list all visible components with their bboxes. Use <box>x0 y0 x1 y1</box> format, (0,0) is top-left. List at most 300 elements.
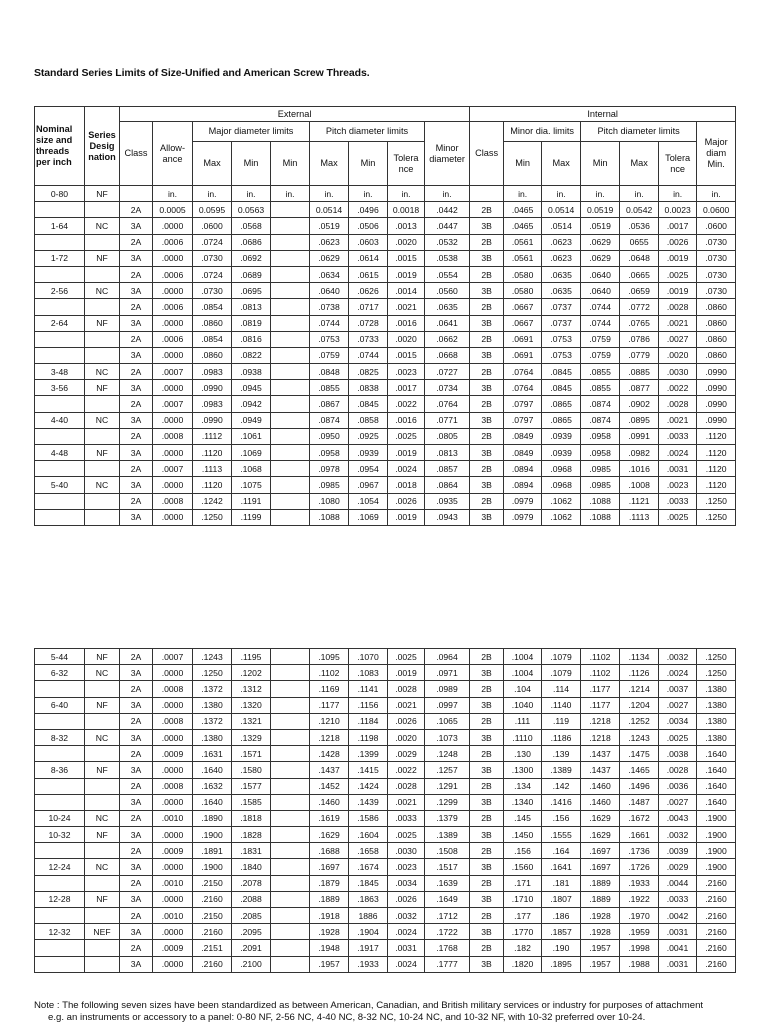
table-cell: 6-40 <box>35 697 85 713</box>
table-cell: .1957 <box>310 956 349 972</box>
table-cell: .1415 <box>349 762 388 778</box>
table-cell: 3A <box>120 859 153 875</box>
table-cell: .1380 <box>697 729 736 745</box>
table-cell: .0007 <box>153 364 193 380</box>
table-cell: .0008 <box>153 428 193 444</box>
table-cell: NF <box>85 762 120 778</box>
table-row <box>35 364 736 380</box>
table-cell: .1957 <box>581 956 620 972</box>
table-cell: .0629 <box>581 250 620 266</box>
table-cell: .0519 <box>310 218 349 234</box>
table-cell: .0989 <box>425 681 470 697</box>
table-cell: .0008 <box>153 713 193 729</box>
table-cell: .2160 <box>697 875 736 891</box>
table-cell: .0023 <box>659 477 697 493</box>
table-cell <box>35 956 85 972</box>
table-cell: 2B <box>470 746 504 762</box>
table-cell: .1065 <box>425 713 470 729</box>
table-cell: .1917 <box>349 940 388 956</box>
table-cell: 3B <box>470 218 504 234</box>
table-cell: .0007 <box>153 396 193 412</box>
table-cell: .1040 <box>504 697 542 713</box>
table-cell: .0983 <box>193 396 232 412</box>
table-cell: .1726 <box>620 859 659 875</box>
table-cell: .0019 <box>659 283 697 299</box>
table-cell: .1069 <box>232 445 271 461</box>
table-row <box>35 827 736 843</box>
table-cell: 10-24 <box>35 810 85 826</box>
table-cell: .0635 <box>425 299 470 315</box>
table-cell: .1379 <box>425 810 470 826</box>
table-cell: 1-72 <box>35 250 85 266</box>
header-class-internal: Class <box>470 122 504 186</box>
table-cell: .0019 <box>388 509 425 525</box>
table-cell: .0019 <box>659 250 697 266</box>
table-cell: .0954 <box>349 461 388 477</box>
table-cell: .0990 <box>193 380 232 396</box>
table-cell: .1102 <box>581 649 620 665</box>
table-cell: .0753 <box>310 331 349 347</box>
table-cell: .1242 <box>193 493 232 509</box>
table-cell <box>35 396 85 412</box>
header-max: Max <box>310 142 349 186</box>
table-cell: .0985 <box>581 461 620 477</box>
table-cell: .1126 <box>620 665 659 681</box>
table-row <box>35 315 736 331</box>
table-cell: 3B <box>470 891 504 907</box>
table-cell: .1631 <box>193 746 232 762</box>
table-cell: NF <box>85 827 120 843</box>
table-cell: 2A <box>120 396 153 412</box>
table-cell: .0038 <box>659 746 697 762</box>
table-cell: 3A <box>120 665 153 681</box>
table-cell: 0.0542 <box>620 202 659 218</box>
table-cell: .0635 <box>542 266 581 282</box>
table-cell: .0990 <box>697 412 736 428</box>
table-cell: .1918 <box>310 908 349 924</box>
table-cell: .2085 <box>232 908 271 924</box>
table-cell: .1424 <box>349 778 388 794</box>
table-row <box>35 234 736 250</box>
table-cell: .1191 <box>232 493 271 509</box>
table-cell: 12-32 <box>35 924 85 940</box>
table-cell: 3A <box>120 477 153 493</box>
table-cell: .186 <box>542 908 581 924</box>
table-cell: .0025 <box>659 266 697 282</box>
table-cell: .0728 <box>349 315 388 331</box>
table-cell <box>271 649 310 665</box>
table-cell <box>271 493 310 509</box>
table-cell: NC <box>85 218 120 234</box>
table-cell: .0580 <box>504 266 542 282</box>
table-cell: .0018 <box>388 477 425 493</box>
table-cell: .171 <box>504 875 542 891</box>
table-cell: .1416 <box>542 794 581 810</box>
footnote <box>34 1000 764 1023</box>
table-cell: .1248 <box>425 746 470 762</box>
table-cell: .0514 <box>542 218 581 234</box>
page-title: Standard Series Limits of Size-Unified and American Screw Threads. <box>34 67 370 79</box>
table-cell: .0033 <box>659 891 697 907</box>
table-cell: 3-48 <box>35 364 85 380</box>
table-cell: .139 <box>542 746 581 762</box>
table-cell: .1252 <box>620 713 659 729</box>
table-cell: .1889 <box>310 891 349 907</box>
table-cell: .1820 <box>504 956 542 972</box>
table-cell: .0860 <box>697 299 736 315</box>
table-cell: 4-48 <box>35 445 85 461</box>
table-cell: 2A <box>120 746 153 762</box>
table-cell: .0771 <box>425 412 470 428</box>
header-max: Max <box>620 142 659 186</box>
table-cell: 2A <box>120 428 153 444</box>
table-cell: .0819 <box>232 315 271 331</box>
table-cell <box>271 746 310 762</box>
table-cell: .0759 <box>581 347 620 363</box>
table-cell: .0968 <box>542 477 581 493</box>
table-cell: .1102 <box>581 665 620 681</box>
table-cell: 3B <box>470 859 504 875</box>
table-cell: .0825 <box>349 364 388 380</box>
table-cell: .1380 <box>193 729 232 745</box>
table-cell: .0724 <box>193 234 232 250</box>
table-cell: .1889 <box>581 875 620 891</box>
table-cell: .1857 <box>542 924 581 940</box>
table-cell: .0860 <box>697 331 736 347</box>
table-cell: .1380 <box>193 697 232 713</box>
table-cell: .1177 <box>581 697 620 713</box>
table-cell: 2A <box>120 810 153 826</box>
table-cell: .0029 <box>388 746 425 762</box>
table-cell: .1632 <box>193 778 232 794</box>
table-cell: .0990 <box>697 380 736 396</box>
table-cell: .1120 <box>193 445 232 461</box>
table-cell: .0026 <box>388 493 425 509</box>
table-cell: .1380 <box>697 713 736 729</box>
table-cell <box>271 202 310 218</box>
table-cell: .181 <box>542 875 581 891</box>
table-row <box>35 283 736 299</box>
table-cell <box>35 202 85 218</box>
header-external: External <box>120 107 470 122</box>
table-row <box>35 746 736 762</box>
table-cell: .1372 <box>193 713 232 729</box>
table-cell: in. <box>697 186 736 202</box>
header-pitch-diameter-limits-external: Pitch diameter limits <box>310 122 425 142</box>
table-cell: .0019 <box>388 665 425 681</box>
table-cell: .0039 <box>659 843 697 859</box>
table-cell: .0028 <box>388 778 425 794</box>
table-cell: .1120 <box>193 477 232 493</box>
table-cell: .1768 <box>425 940 470 956</box>
table-cell: .0025 <box>388 428 425 444</box>
table-cell: .0985 <box>310 477 349 493</box>
table-cell: .1069 <box>349 509 388 525</box>
table-cell: .0024 <box>388 924 425 940</box>
table-cell: .0010 <box>153 810 193 826</box>
table-cell: .0008 <box>153 681 193 697</box>
table-cell <box>35 746 85 762</box>
table-cell: .1380 <box>697 681 736 697</box>
header-min: Min <box>271 142 310 186</box>
table-cell: 2B <box>470 908 504 924</box>
table-cell: .0967 <box>349 477 388 493</box>
table-cell: .0017 <box>388 380 425 396</box>
table-cell: .0010 <box>153 908 193 924</box>
table-cell: .1088 <box>310 509 349 525</box>
table-cell: 3A <box>120 445 153 461</box>
table-cell: .1900 <box>697 810 736 826</box>
table-cell: .1218 <box>310 729 349 745</box>
table-cell: .1922 <box>620 891 659 907</box>
table-cell: .1475 <box>620 746 659 762</box>
table-cell: .2151 <box>193 940 232 956</box>
table-cell: NF <box>85 186 120 202</box>
header-min: Min <box>349 142 388 186</box>
table-cell: .0860 <box>193 347 232 363</box>
table-cell: .0465 <box>504 202 542 218</box>
table-cell: .2160 <box>193 924 232 940</box>
table-cell: .1210 <box>310 713 349 729</box>
table-cell: .0034 <box>388 875 425 891</box>
footnote-line: Note : The following seven sizes have been standardized as between American, Canadian, and British military services or industry for purposes of attachment <box>34 1000 704 1011</box>
table-cell: .0024 <box>388 461 425 477</box>
table-cell: .0667 <box>504 315 542 331</box>
table-cell: 2B <box>470 266 504 282</box>
table-cell: .1156 <box>349 697 388 713</box>
table-cell: .0877 <box>620 380 659 396</box>
table-cell: .1250 <box>193 509 232 525</box>
table-cell: .111 <box>504 713 542 729</box>
table-cell: .1214 <box>620 681 659 697</box>
table-cell: .0860 <box>697 347 736 363</box>
table-cell: .0025 <box>388 649 425 665</box>
table-cell: .1928 <box>310 924 349 940</box>
table-cell: .1120 <box>697 477 736 493</box>
header-min: Min <box>581 142 620 186</box>
table-cell: .0026 <box>388 891 425 907</box>
table-cell: .0686 <box>232 234 271 250</box>
table-cell: .0000 <box>153 283 193 299</box>
table-cell: .1073 <box>425 729 470 745</box>
table-cell: .1257 <box>425 762 470 778</box>
table-cell: .1629 <box>581 827 620 843</box>
table-cell: .0990 <box>697 364 736 380</box>
table-cell <box>271 315 310 331</box>
table-cell: .1204 <box>620 697 659 713</box>
table-row <box>35 218 736 234</box>
table-cell: .0733 <box>349 331 388 347</box>
footnote-line: e.g. an instruments or accessory to a panel: 0-80 NF, 2-56 NC, 4-40 NC, 8-32 NC, 10-24 NC, and 10-32 NF, with 10-32 preferred over 10-24. <box>48 1011 646 1023</box>
table-cell: 3A <box>120 827 153 843</box>
table-cell: .1688 <box>310 843 349 859</box>
table-cell: .0885 <box>620 364 659 380</box>
table-cell <box>271 461 310 477</box>
table-cell <box>271 794 310 810</box>
table-cell: 3B <box>470 250 504 266</box>
table-cell: .0865 <box>542 396 581 412</box>
table-cell: .0640 <box>581 266 620 282</box>
table-cell: .1198 <box>349 729 388 745</box>
table-row <box>35 956 736 972</box>
table-cell: 2A <box>120 875 153 891</box>
table-cell: .0022 <box>388 762 425 778</box>
header-major-diameter-limits: Major diameter limits <box>193 122 310 142</box>
table-cell <box>271 218 310 234</box>
table-cell: .1016 <box>620 461 659 477</box>
table-cell: .0561 <box>504 234 542 250</box>
table-cell: .0568 <box>232 218 271 234</box>
table-cell <box>35 940 85 956</box>
table-cell: 3A <box>120 283 153 299</box>
table-cell: .0006 <box>153 234 193 250</box>
table-cell: .1088 <box>581 509 620 525</box>
table-cell: .0016 <box>388 412 425 428</box>
table-cell: .0026 <box>388 713 425 729</box>
table-cell: NC <box>85 364 120 380</box>
table-cell: .1389 <box>542 762 581 778</box>
table-cell: .1199 <box>232 509 271 525</box>
header-allowance: Allow- ance <box>153 122 193 186</box>
table-cell <box>35 331 85 347</box>
table-cell <box>85 461 120 477</box>
table-cell: .0838 <box>349 380 388 396</box>
table-cell: .1177 <box>310 697 349 713</box>
table-cell <box>35 843 85 859</box>
table-cell: .0730 <box>193 283 232 299</box>
table-cell: .0983 <box>193 364 232 380</box>
table-cell: .1184 <box>349 713 388 729</box>
table-row <box>35 713 736 729</box>
table-row <box>35 509 736 525</box>
table-cell: 2A <box>120 493 153 509</box>
table-row <box>35 649 736 665</box>
table-cell: .1460 <box>581 794 620 810</box>
table-cell: .0519 <box>581 218 620 234</box>
header-major-diam-min: Major diam Min. <box>697 122 736 186</box>
table-cell: .1988 <box>620 956 659 972</box>
table-cell: .0006 <box>153 331 193 347</box>
table-cell: .119 <box>542 713 581 729</box>
table-cell: .0009 <box>153 746 193 762</box>
table-cell: 2A <box>120 778 153 794</box>
table-cell: .0580 <box>504 283 542 299</box>
table-cell: .1928 <box>581 908 620 924</box>
table-cell: 0.0018 <box>388 202 425 218</box>
table-cell: .0037 <box>659 681 697 697</box>
table-cell: 3A <box>120 956 153 972</box>
table-cell: .0000 <box>153 445 193 461</box>
table-cell <box>470 186 504 202</box>
table-cell: .1080 <box>310 493 349 509</box>
table-cell: .1399 <box>349 746 388 762</box>
table-cell: .0021 <box>388 299 425 315</box>
table-cell: 0.0023 <box>659 202 697 218</box>
table-cell: 0.0563 <box>232 202 271 218</box>
table-cell: NF <box>85 445 120 461</box>
table-cell: .0662 <box>425 331 470 347</box>
table-cell <box>271 665 310 681</box>
table-cell: .0689 <box>232 266 271 282</box>
table-cell: .190 <box>542 940 581 956</box>
table-cell: .0971 <box>425 665 470 681</box>
table-cell: .0629 <box>581 234 620 250</box>
table-cell: .1619 <box>310 810 349 826</box>
table-cell <box>271 843 310 859</box>
table-cell <box>35 778 85 794</box>
table-cell: .0629 <box>310 250 349 266</box>
table-cell <box>35 875 85 891</box>
table-cell: .0730 <box>193 250 232 266</box>
table-cell: 3B <box>470 509 504 525</box>
table-cell: .0000 <box>153 665 193 681</box>
table-cell: .1736 <box>620 843 659 859</box>
table-cell <box>271 810 310 826</box>
table-cell: .1095 <box>310 649 349 665</box>
table-cell <box>35 347 85 363</box>
table-cell: NC <box>85 859 120 875</box>
table-cell: .1250 <box>697 509 736 525</box>
table-cell: .0020 <box>659 347 697 363</box>
table-row <box>35 924 736 940</box>
table-cell: 2A <box>120 266 153 282</box>
table-row <box>35 461 736 477</box>
table-cell: .0032 <box>659 649 697 665</box>
table-cell <box>85 875 120 891</box>
table-cell: .0041 <box>659 940 697 956</box>
table-cell: 3A <box>120 794 153 810</box>
table-cell: .0691 <box>504 331 542 347</box>
table-cell: .0600 <box>697 218 736 234</box>
header-max: Max <box>542 142 581 186</box>
table-row <box>35 908 736 924</box>
table-cell: .2078 <box>232 875 271 891</box>
table-cell: 3B <box>470 412 504 428</box>
table-row <box>35 412 736 428</box>
table-cell: .0822 <box>232 347 271 363</box>
table-1-body <box>35 186 736 526</box>
thread-limits-table-2 <box>34 648 736 973</box>
table-cell: .0816 <box>232 331 271 347</box>
table-cell <box>35 713 85 729</box>
table-cell: .0942 <box>232 396 271 412</box>
thread-limits-table-1 <box>34 106 736 526</box>
table-cell <box>85 940 120 956</box>
table-cell: .0027 <box>659 697 697 713</box>
table-cell: .0738 <box>310 299 349 315</box>
table-cell: .1120 <box>697 445 736 461</box>
table-cell: 1886 <box>349 908 388 924</box>
table-cell: .0759 <box>581 331 620 347</box>
table-cell <box>35 428 85 444</box>
table-cell: .0536 <box>620 218 659 234</box>
table-cell: .1828 <box>232 827 271 843</box>
table-cell: .0017 <box>659 218 697 234</box>
table-cell: .0008 <box>153 778 193 794</box>
table-cell: .1640 <box>697 746 736 762</box>
table-cell: 2B <box>470 681 504 697</box>
table-cell: .1891 <box>193 843 232 859</box>
table-cell: 3A <box>120 697 153 713</box>
table-cell <box>271 428 310 444</box>
table-cell: 3-56 <box>35 380 85 396</box>
table-cell: NF <box>85 891 120 907</box>
table-cell <box>271 762 310 778</box>
table-cell: .0968 <box>542 461 581 477</box>
table-cell: NC <box>85 283 120 299</box>
table-cell: in. <box>271 186 310 202</box>
table-cell: .156 <box>542 810 581 826</box>
